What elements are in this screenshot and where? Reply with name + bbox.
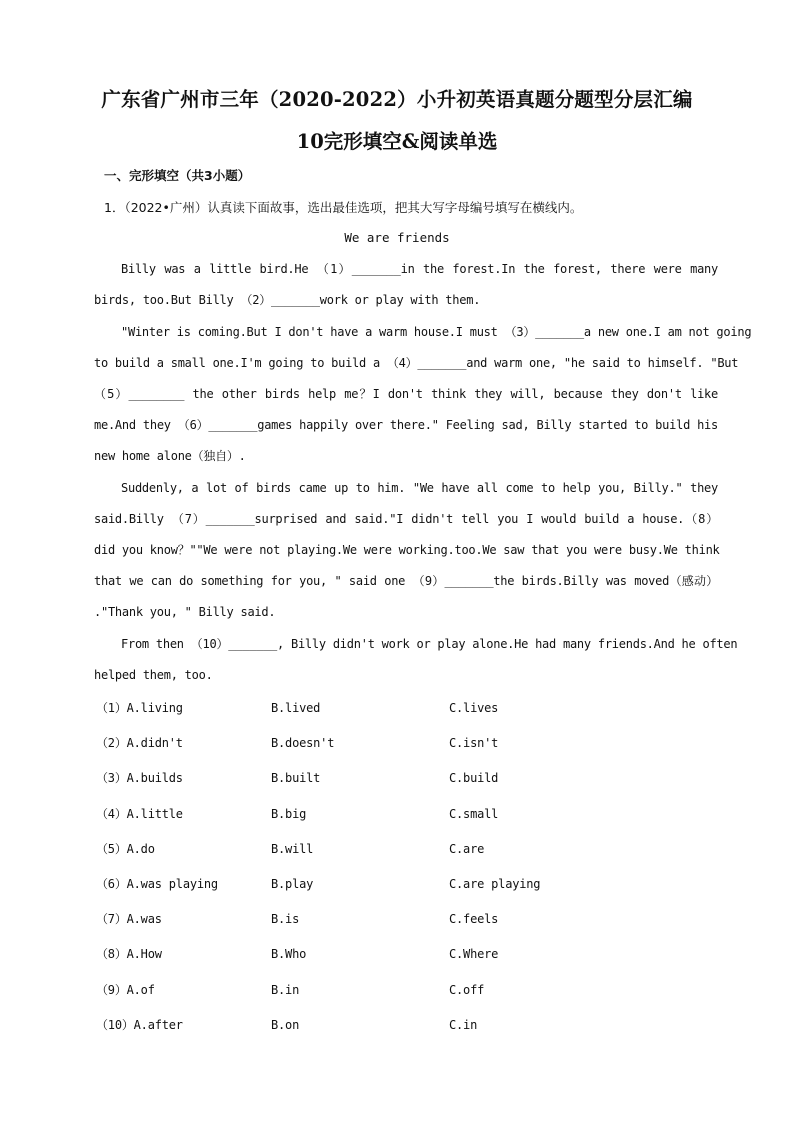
page-title: 广东省广州市三年（2020-2022）小升初英语真题分题型分层汇编 bbox=[101, 88, 693, 111]
story-line: that we can do something for you, " said one （9）_______the birds.Billy was moved（感动） bbox=[94, 574, 718, 588]
question-instruction: 1．（2022•广州）认真读下面故事，选出最佳选项，把其大写字母编号填写在横线内。 bbox=[104, 200, 583, 215]
story-line: Billy was a little bird.He （1）_______in the forest.In the forest, there were many bbox=[121, 262, 718, 276]
section-heading: 一、完形填空（共3小题） bbox=[104, 168, 251, 183]
option-b: B.built bbox=[271, 771, 321, 785]
option-c: C.in bbox=[449, 1018, 478, 1032]
option-a: （10）A.after bbox=[96, 1018, 183, 1032]
option-c: C.are playing bbox=[449, 877, 541, 891]
option-c: C.lives bbox=[449, 701, 499, 715]
story-line: ."Thank you, " Billy said. bbox=[94, 605, 276, 619]
story-line: birds, too.But Billy （2）_______work or play with them. bbox=[94, 293, 481, 307]
option-a: （3）A.builds bbox=[96, 771, 183, 785]
option-a: （1）A.living bbox=[96, 701, 183, 715]
story-title: We are friends bbox=[344, 230, 450, 245]
option-a: （9）A.of bbox=[96, 983, 155, 997]
story-line: Suddenly, a lot of birds came up to him. "We have all come to help you, Billy." they bbox=[121, 481, 718, 495]
option-a: （4）A.little bbox=[96, 807, 183, 821]
option-c: C.off bbox=[449, 983, 485, 997]
story-line: "Winter is coming.But I don't have a warm house.I must （3）_______a new one.I am not going bbox=[121, 325, 752, 339]
option-c: C.Where bbox=[449, 947, 499, 961]
option-b: B.lived bbox=[271, 701, 321, 715]
option-a: （7）A.was bbox=[96, 912, 162, 926]
option-b: B.will bbox=[271, 842, 314, 856]
option-b: B.Who bbox=[271, 947, 307, 961]
story-line: me.And they （6）_______games happily over there." Feeling sad, Billy started to build his bbox=[94, 418, 718, 432]
option-a: （5）A.do bbox=[96, 842, 155, 856]
story-line: helped them, too. bbox=[94, 668, 213, 682]
option-c: C.small bbox=[449, 807, 499, 821]
story-line: to build a small one.I'm going to build a （4）_______and warm one, "he said to himself. "But bbox=[94, 356, 739, 370]
option-c: C.isn't bbox=[449, 736, 499, 750]
option-a: （8）A.How bbox=[96, 947, 162, 961]
story-line: From then （10）_______, Billy didn't work or play alone.He had many friends.And he often bbox=[121, 637, 738, 651]
option-b: B.is bbox=[271, 912, 300, 926]
story-line: did you know？""We were not playing.We were working.too.We saw that you were busy.We think bbox=[94, 543, 720, 557]
story-line: new home alone（独自）. bbox=[94, 449, 246, 463]
option-b: B.in bbox=[271, 983, 300, 997]
option-c: C.feels bbox=[449, 912, 499, 926]
option-b: B.play bbox=[271, 877, 314, 891]
option-a: （6）A.was playing bbox=[96, 877, 218, 891]
option-b: B.doesn't bbox=[271, 736, 335, 750]
option-b: B.on bbox=[271, 1018, 300, 1032]
option-c: C.are bbox=[449, 842, 485, 856]
option-b: B.big bbox=[271, 807, 307, 821]
story-line: said.Billy （7）_______surprised and said."I didn't tell you I would build a house.（8） bbox=[94, 512, 718, 526]
option-a: （2）A.didn't bbox=[96, 736, 183, 750]
story-line: （5）________ the other birds help me？I don't think they will, because they don't like bbox=[94, 387, 718, 401]
page-subtitle: 10完形填空&阅读单选 bbox=[296, 130, 498, 153]
option-c: C.build bbox=[449, 771, 499, 785]
